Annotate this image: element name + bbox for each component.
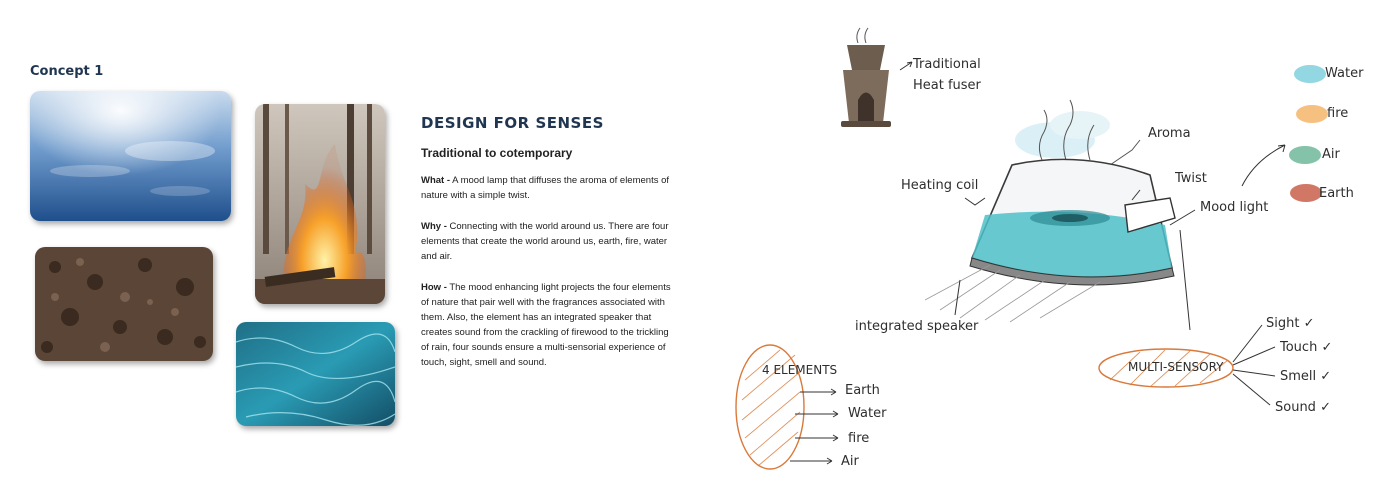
- legend-fire: fire: [1327, 106, 1349, 121]
- sense-sound: [1275, 400, 1331, 415]
- sense-sight-label: Sight: [1266, 316, 1300, 331]
- elements-title: 4 ELEMENTS: [762, 363, 838, 377]
- mood-light-label: Mood light: [1200, 200, 1269, 215]
- heat-fuser-illustration: [841, 28, 912, 127]
- sense-smell-label: Smell: [1280, 369, 1317, 384]
- sense-sound-check: ✓: [1320, 400, 1331, 415]
- how-label: How -: [421, 282, 447, 293]
- sense-touch-label: Touch: [1280, 340, 1318, 355]
- sense-touch-check: ✓: [1321, 340, 1333, 355]
- legend-air: Air: [1322, 147, 1340, 162]
- concept-label: Concept 1: [30, 64, 104, 79]
- element-earth: Earth: [845, 383, 880, 398]
- integrated-speaker-label: integrated speaker: [855, 319, 979, 334]
- element-water: Water: [848, 406, 887, 421]
- aroma-label: Aroma: [1148, 126, 1191, 141]
- what-label: What -: [421, 175, 451, 186]
- why-label: Why -: [421, 221, 447, 232]
- multisensory-title: MULTI-SENSORY: [1128, 360, 1224, 374]
- twist-label: Twist: [1175, 171, 1207, 186]
- element-air: Air: [841, 454, 859, 469]
- sense-touch: [1280, 340, 1332, 355]
- element-fire: fire: [848, 431, 870, 446]
- how-text: The mood enhancing light projects the four elements of nature that pair well with the fragrances associated with them. Also, the element has an integrated speaker that creates sound from the crackling of firewood to the trickling of rain, four sounds ensure a multi-sensorial experience of touch, sight, smell and sound.: [421, 282, 671, 368]
- design-heading: DESIGN FOR SENSES: [421, 114, 604, 132]
- sense-sight-check: ✓: [1303, 316, 1315, 331]
- what-text: A mood lamp that diffuses the aroma of elements of nature with a simple twist.: [421, 175, 670, 201]
- sense-smell-check: ✓: [1320, 369, 1332, 384]
- sense-sound-label: Sound: [1275, 400, 1316, 415]
- heating-coil-label: Heating coil: [901, 178, 979, 193]
- traditional-label: Traditional: [913, 57, 981, 72]
- color-legend-swatches: [1289, 65, 1328, 202]
- why-text: Connecting with the world around us. There are four elements that create the world around us, earth, fire, water and air.: [421, 221, 669, 262]
- design-subheading: Traditional to cotemporary: [421, 146, 573, 160]
- legend-earth: Earth: [1319, 186, 1354, 201]
- legend-water: Water: [1325, 66, 1364, 81]
- sense-sight: [1266, 316, 1315, 331]
- sense-smell: [1280, 369, 1331, 384]
- heat-fuser-label: Heat fuser: [913, 78, 981, 93]
